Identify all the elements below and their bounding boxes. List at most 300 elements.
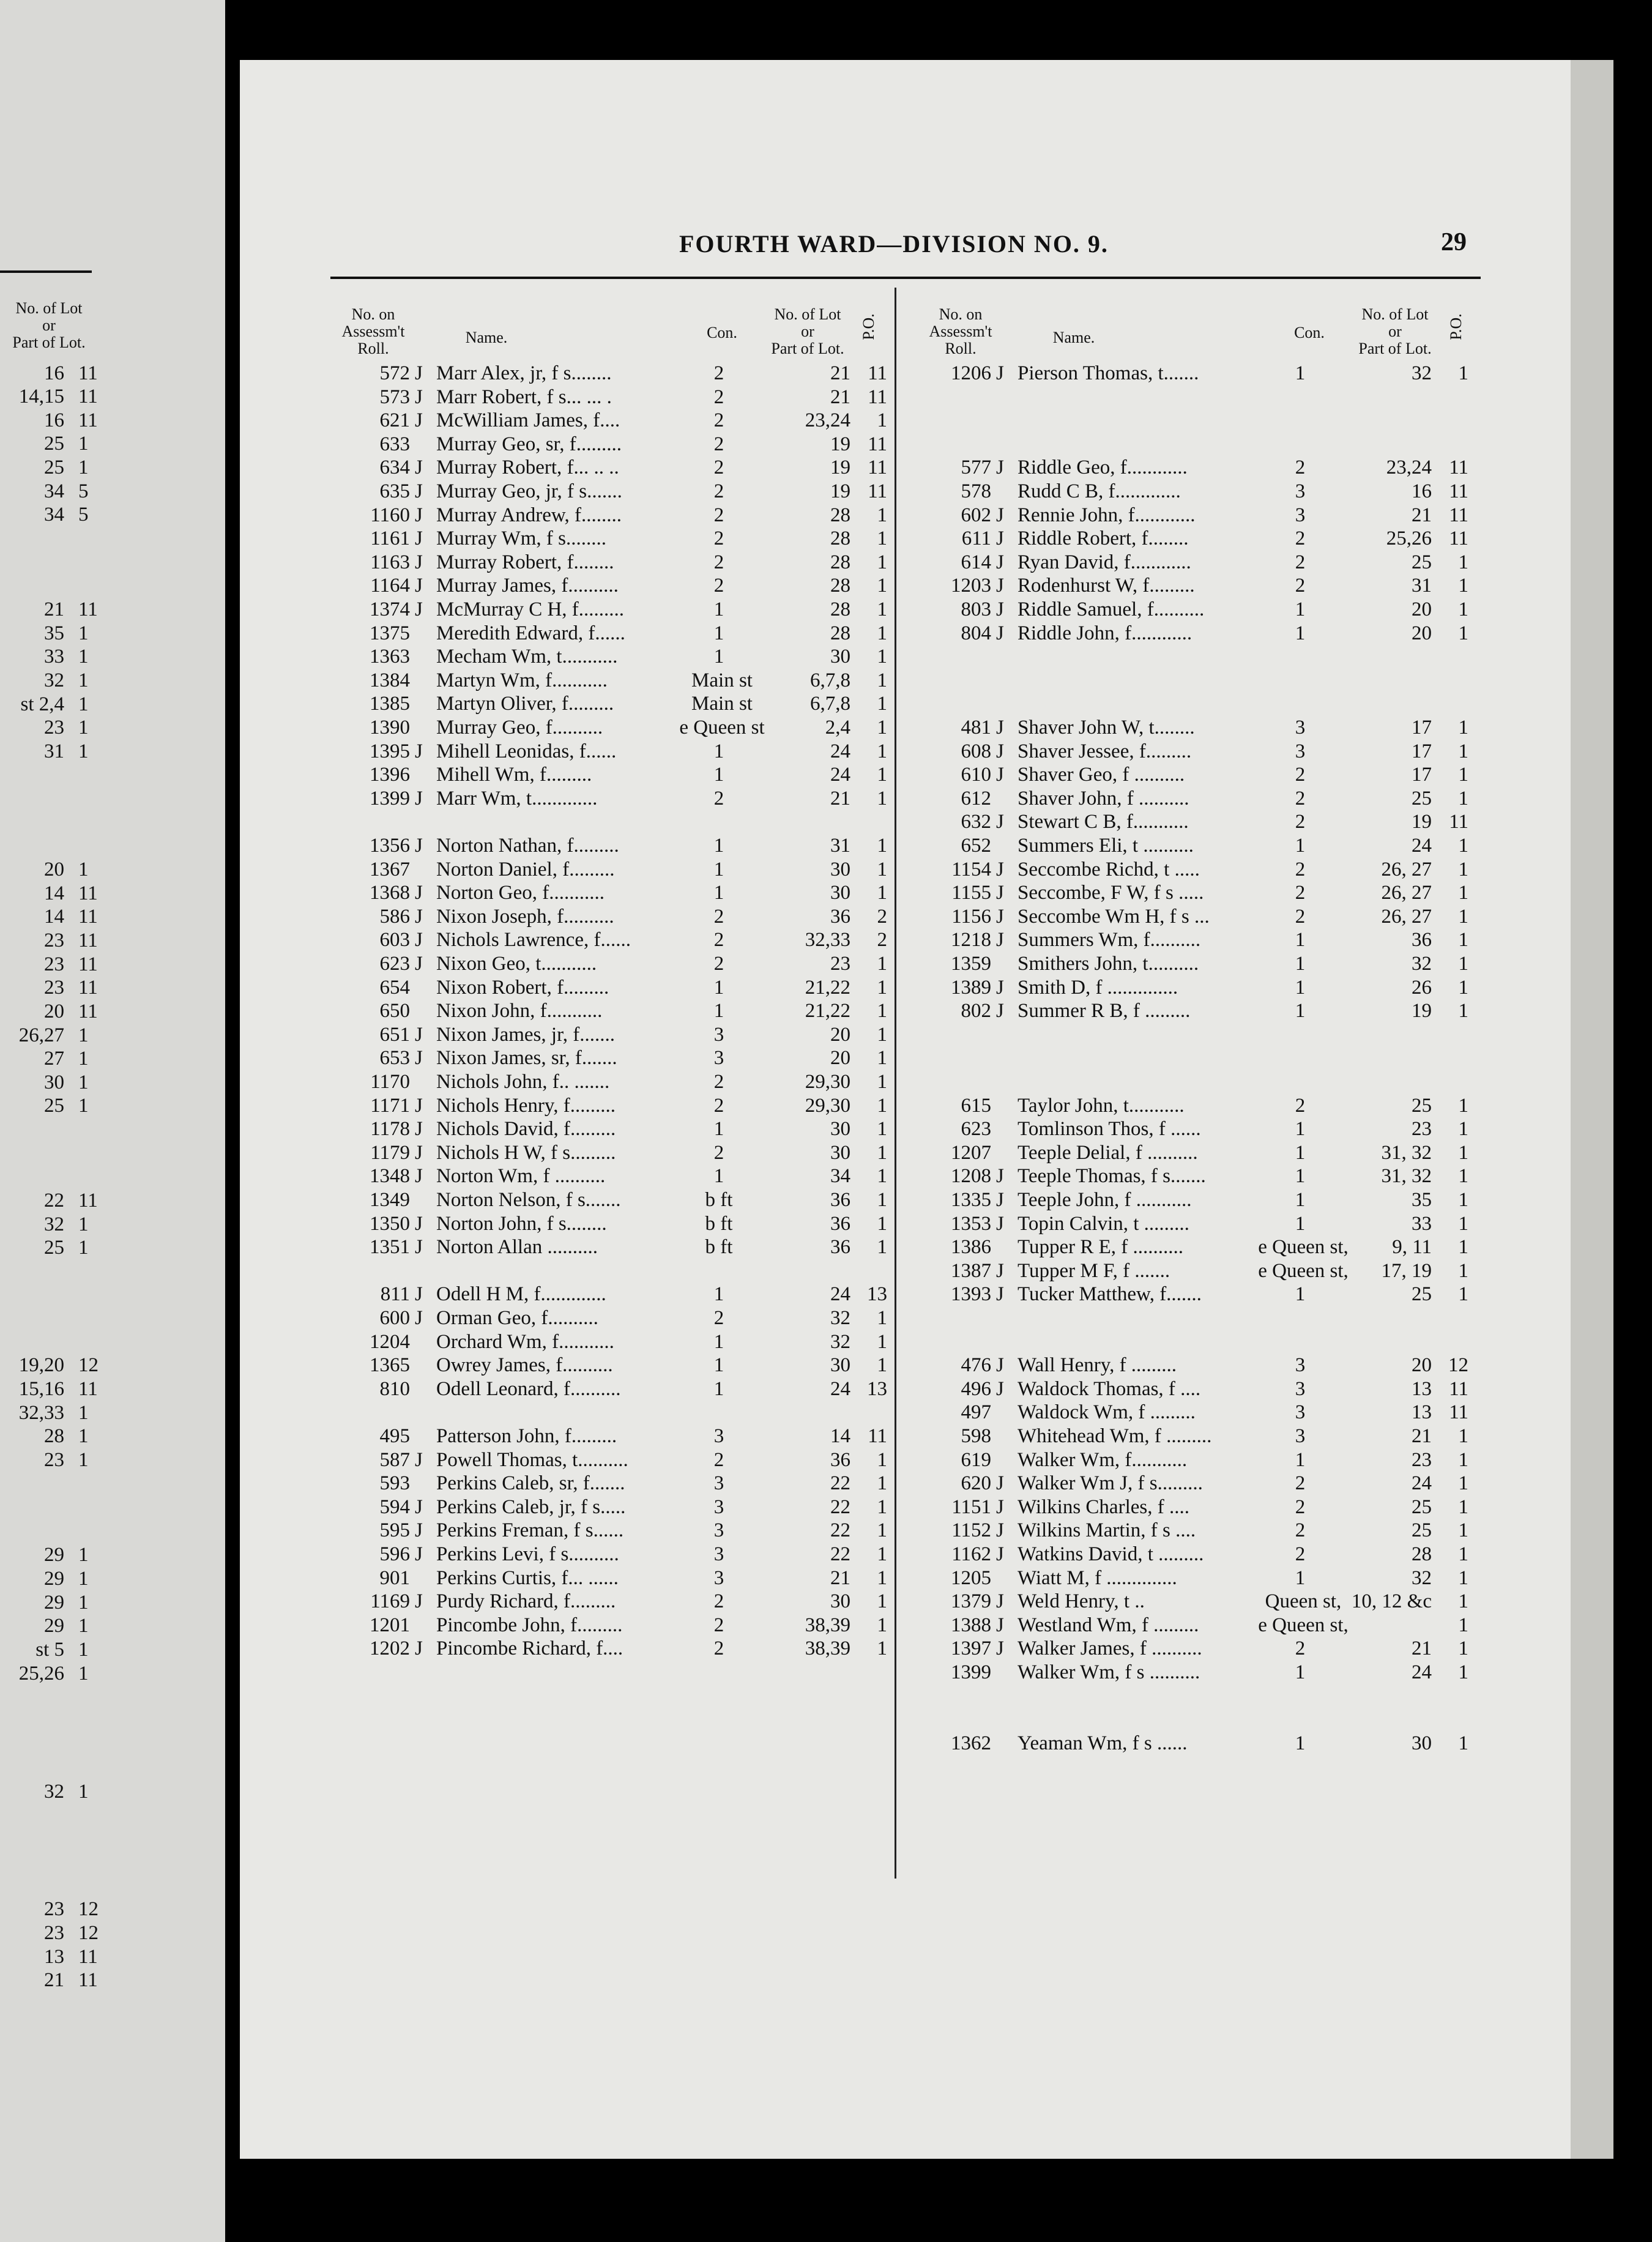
lot-header-line-2: or [42, 316, 56, 334]
cell-name: Perkins Curtis, f... ...... [436, 1566, 619, 1589]
cell-roll: 803 [961, 598, 991, 620]
cell-con: 1 [1295, 1448, 1306, 1471]
cell-name: Wilkins Martin, f s .... [1018, 1519, 1196, 1542]
cell-po: 1 [1458, 1661, 1468, 1683]
cell-po: 2 [877, 905, 887, 928]
cell-con: 3 [1295, 1425, 1306, 1447]
cell-name: Nichols Lawrence, f...... [436, 929, 631, 952]
cell-name: McWilliam James, f.... [436, 409, 620, 432]
cell-name: Mihell Wm, f......... [436, 764, 592, 786]
facing-lot: 33 [44, 646, 64, 668]
cell-con: 2 [713, 1448, 724, 1471]
cell-con: 2 [713, 787, 724, 810]
cell-lot: 25 [1412, 1519, 1432, 1542]
cell-j: J [415, 1047, 423, 1070]
cell-po: 11 [1449, 456, 1468, 479]
cell-name: Powell Thomas, t.......... [436, 1448, 628, 1471]
cell-name: Tupper R E, f .......... [1018, 1236, 1184, 1259]
cell-name: Topin Calvin, t ......... [1018, 1212, 1189, 1235]
lot-header-line-3: Part of Lot. [12, 333, 86, 351]
cell-con: 2 [713, 527, 724, 550]
cell-roll: 603 [379, 929, 410, 952]
cell-con: 3 [713, 1566, 724, 1589]
cell-con: 2 [713, 953, 724, 975]
ledger-row [330, 433, 893, 456]
cell-con: 2 [713, 1307, 724, 1329]
cell-po: 1 [877, 1543, 887, 1565]
facing-po: 12 [78, 1922, 99, 1944]
cell-po: 1 [877, 1330, 887, 1353]
cell-lot: 36 [830, 1212, 850, 1235]
facing-lot: 14 [44, 906, 64, 928]
facing-po: 1 [78, 669, 89, 691]
cell-po: 1 [877, 1071, 887, 1093]
cell-name: Whitehead Wm, f ......... [1018, 1425, 1212, 1447]
cell-name: Shaver John, f .......... [1018, 787, 1189, 810]
cell-con: 2 [1295, 787, 1306, 810]
cell-roll: 650 [379, 1000, 410, 1022]
page-edge [1571, 60, 1613, 2159]
cell-lot: 29,30 [805, 1071, 850, 1093]
cell-con: 1 [713, 740, 724, 762]
cell-name: Nixon James, sr, f....... [436, 1047, 617, 1070]
ledger-row [330, 575, 893, 598]
cell-j: J [415, 1448, 423, 1471]
facing-po: 11 [78, 1000, 98, 1022]
ledger-row [912, 504, 1475, 527]
cell-lot: 30 [830, 1118, 850, 1141]
cell-j: J [415, 835, 423, 857]
facing-page-row [0, 882, 104, 906]
cell-con: 2 [713, 409, 724, 432]
facing-lot: 22 [44, 1190, 64, 1212]
cell-roll: 602 [961, 504, 991, 526]
cell-j: J [415, 527, 423, 550]
cell-po: 11 [868, 385, 887, 408]
facing-po: 1 [78, 740, 89, 762]
cell-po: 1 [1458, 787, 1468, 810]
cell-po: 11 [868, 362, 887, 384]
ledger-row [912, 575, 1475, 598]
cell-name: Nixon Geo, t........... [436, 953, 597, 975]
cell-name: Nixon John, f........... [436, 1000, 603, 1022]
ledger-row [330, 717, 893, 740]
cell-lot: 25,26 [1386, 527, 1432, 550]
cell-roll: 654 [379, 976, 410, 999]
ledger-row [912, 764, 1475, 787]
facing-lot: 34 [44, 480, 64, 502]
cell-roll: 802 [961, 1000, 991, 1022]
page-title: FOURTH WARD—DIVISION NO. 9. [679, 230, 1109, 258]
cell-name: Walker Wm, f........... [1018, 1448, 1188, 1471]
cell-roll: 572 [379, 362, 410, 384]
cell-name: Norton Nelson, f s....... [436, 1189, 621, 1211]
cell-roll: 1205 [951, 1566, 991, 1589]
ledger-row [330, 1095, 893, 1118]
facing-po: 5 [78, 480, 89, 502]
facing-lot: 32 [44, 1213, 64, 1235]
cell-con: 2 [713, 905, 724, 928]
facing-page-row [0, 1354, 104, 1377]
facing-page-row [0, 669, 104, 693]
cell-roll: 594 [379, 1495, 410, 1518]
facing-po: 1 [78, 433, 89, 455]
cell-lot: 19 [1412, 811, 1432, 833]
cell-po: 1 [877, 953, 887, 975]
cell-con: 1 [713, 1330, 724, 1353]
cell-lot: 25 [1412, 1094, 1432, 1117]
cell-po: 1 [877, 1165, 887, 1188]
cell-roll: 578 [961, 480, 991, 502]
ledger-row [330, 1071, 893, 1094]
facing-page-row [0, 1237, 104, 1260]
cell-roll: 804 [961, 622, 991, 644]
cell-name: Shaver Geo, f .......... [1018, 764, 1185, 786]
cell-name: Rudd C B, f............. [1018, 480, 1181, 502]
facing-page-row [0, 717, 104, 740]
ledger-row [912, 1449, 1475, 1472]
cell-roll: 1385 [370, 693, 410, 715]
cell-po: 1 [877, 1495, 887, 1518]
cell-po: 1 [877, 1236, 887, 1259]
cell-name: Wilkins Charles, f .... [1018, 1495, 1189, 1518]
ledger-row [912, 480, 1475, 504]
ledger-row [912, 835, 1475, 858]
cell-po: 1 [877, 1118, 887, 1141]
cell-po: 1 [877, 598, 887, 620]
ledger-row [912, 1354, 1475, 1377]
cell-con: 1 [1295, 1000, 1306, 1022]
facing-po: 1 [78, 1095, 89, 1117]
cell-lot: 16 [1412, 480, 1432, 502]
cell-name: Perkins Caleb, jr, f s..... [436, 1495, 626, 1518]
facing-po: 11 [78, 409, 98, 431]
cell-j: J [415, 480, 423, 502]
cell-roll: 1154 [951, 858, 991, 881]
facing-page-row [0, 1946, 104, 1969]
cell-lot: 26 [1412, 976, 1432, 999]
cell-roll: 593 [379, 1472, 410, 1495]
cell-lot: 32 [1412, 1566, 1432, 1589]
cell-con: 1 [713, 646, 724, 668]
cell-po: 1 [1458, 1189, 1468, 1211]
cell-con: 2 [713, 575, 724, 597]
facing-lot: 23 [44, 977, 64, 999]
facing-page-row [0, 977, 104, 1000]
ledger-row [912, 1165, 1475, 1188]
cell-con: 1 [713, 835, 724, 857]
ledger-row [330, 1567, 893, 1590]
cell-con: 2 [713, 480, 724, 502]
cell-con: 3 [1295, 504, 1306, 526]
cell-roll: 651 [379, 1023, 410, 1046]
cell-j: J [415, 1094, 423, 1117]
cell-name: Pierson Thomas, t....... [1018, 362, 1199, 384]
facing-po: 1 [78, 1449, 89, 1471]
cell-con: 2 [1295, 764, 1306, 786]
cell-con: 2 [713, 551, 724, 573]
cell-lot: 38,39 [805, 1614, 850, 1636]
cell-lot: 25 [1412, 1495, 1432, 1518]
cell-con: 2 [1295, 456, 1306, 479]
cell-j: J [996, 504, 1004, 526]
cell-po: 1 [877, 1141, 887, 1164]
facing-page-lot-header [6, 300, 92, 351]
ledger-row [912, 1378, 1475, 1401]
cell-j: J [996, 1472, 1004, 1495]
cell-con: 1 [1295, 1566, 1306, 1589]
cell-po: 13 [867, 1283, 887, 1306]
cell-con: 2 [713, 1071, 724, 1093]
facing-lot: 25 [44, 433, 64, 455]
cell-lot: 23,24 [1386, 456, 1432, 479]
cell-roll: 1365 [370, 1354, 410, 1377]
facing-page-row [0, 1969, 104, 1992]
ledger-row [912, 882, 1475, 905]
column-divider [895, 288, 896, 1879]
cell-roll: 1390 [370, 717, 410, 739]
cell-po: 1 [1458, 622, 1468, 644]
facing-lot: 23 [44, 953, 64, 975]
ledger-row [330, 953, 893, 976]
facing-page-row [0, 598, 104, 622]
cell-roll: 497 [961, 1401, 991, 1424]
cell-con: 1 [1295, 1141, 1306, 1164]
cell-j: J [415, 575, 423, 597]
ledger-row [912, 1095, 1475, 1118]
cell-j: J [415, 1236, 423, 1259]
facing-page-row [0, 740, 104, 764]
cell-po: 1 [877, 787, 887, 810]
ledger-row [330, 1614, 893, 1637]
cell-po: 11 [1449, 480, 1468, 502]
facing-page-row [0, 456, 104, 480]
ledger-row [912, 622, 1475, 646]
facing-po: 1 [78, 693, 89, 715]
cell-lot: 20 [830, 1023, 850, 1046]
cell-lot: 19 [830, 480, 850, 502]
cell-po: 1 [1458, 905, 1468, 928]
facing-lot: 32 [44, 1781, 64, 1803]
ledger-row [330, 456, 893, 480]
ledger-row [912, 1425, 1475, 1448]
cell-lot: 14 [830, 1425, 850, 1447]
cell-name: Seccombe Wm H, f s ... [1018, 905, 1210, 928]
ledger-row [912, 929, 1475, 952]
ledger-row [330, 1118, 893, 1141]
facing-lot: 16 [44, 409, 64, 431]
cell-name: McMurray C H, f......... [436, 598, 625, 620]
facing-lot: 29 [44, 1615, 64, 1637]
cell-name: Rodenhurst W, f......... [1018, 575, 1195, 597]
cell-po: 1 [1458, 858, 1468, 881]
cell-con: 3 [1295, 1377, 1306, 1400]
ledger-row [912, 551, 1475, 575]
cell-lot: 38,39 [805, 1637, 850, 1660]
cell-po: 1 [1458, 1212, 1468, 1235]
cell-name: Teeple Delial, f .......... [1018, 1141, 1198, 1164]
cell-lot: 26, 27 [1381, 858, 1432, 881]
cell-name: Perkins Levi, f s.......... [436, 1543, 619, 1565]
ledger-row [912, 1590, 1475, 1614]
cell-roll: 496 [961, 1377, 991, 1400]
cell-con: 3 [1295, 717, 1306, 739]
cell-roll: 623 [379, 953, 410, 975]
cell-po: 1 [877, 1212, 887, 1235]
cell-name: Murray Geo, f.......... [436, 717, 603, 739]
cell-name: Tomlinson Thos, f ...... [1018, 1118, 1201, 1141]
ledger-row [330, 929, 893, 952]
cell-po: 11 [868, 1425, 887, 1447]
cell-po: 1 [877, 527, 887, 550]
cell-name: Martyn Oliver, f......... [436, 693, 614, 715]
cell-name: Smith D, f .............. [1018, 976, 1178, 999]
cell-po: 1 [877, 1047, 887, 1070]
cell-j: J [415, 1118, 423, 1141]
cell-roll: 1335 [951, 1189, 991, 1211]
cell-name: Tucker Matthew, f....... [1018, 1283, 1202, 1306]
cell-roll: 598 [961, 1425, 991, 1447]
header-lot-line: No. of Lot [774, 305, 841, 323]
cell-name: Orman Geo, f.......... [436, 1307, 598, 1329]
cell-roll: 1161 [370, 527, 410, 550]
cell-po: 2 [877, 929, 887, 952]
facing-lot: 29 [44, 1544, 64, 1566]
facing-lot: 25,26 [18, 1663, 64, 1685]
ledger-row [912, 1637, 1475, 1661]
cell-name: Summer R B, f ......... [1018, 1000, 1191, 1022]
cell-con: 2 [713, 362, 724, 384]
cell-po: 1 [1458, 1118, 1468, 1141]
cell-name: Riddle Geo, f............ [1018, 456, 1188, 479]
facing-po: 1 [78, 1213, 89, 1235]
cell-roll: 1384 [370, 669, 410, 691]
facing-po: 1 [78, 1425, 89, 1447]
cell-j: J [415, 456, 423, 479]
cell-lot: 25 [1412, 787, 1432, 810]
cell-name: Norton Nathan, f......... [436, 835, 619, 857]
cell-name: Wiatt M, f .............. [1018, 1566, 1177, 1589]
cell-roll: 1349 [370, 1189, 410, 1211]
cell-roll: 633 [379, 433, 410, 455]
cell-lot: 21 [830, 787, 850, 810]
cell-po: 1 [1458, 835, 1468, 857]
cell-po: 1 [1458, 598, 1468, 620]
cell-roll: 1202 [370, 1637, 410, 1660]
cell-po: 1 [1458, 929, 1468, 952]
facing-po: 1 [78, 1024, 89, 1046]
cell-name: Waldock Wm, f ......... [1018, 1401, 1196, 1424]
cell-j: J [996, 575, 1004, 597]
cell-po: 1 [877, 1307, 887, 1329]
cell-con: 3 [1295, 480, 1306, 502]
cell-lot: 19 [1412, 1000, 1432, 1022]
facing-lot: 23 [44, 929, 64, 952]
ledger-row [912, 1236, 1475, 1259]
cell-con: 2 [713, 1094, 724, 1117]
facing-lot: 14,15 [18, 385, 64, 408]
cell-roll: 621 [379, 409, 410, 432]
facing-po: 1 [78, 1048, 89, 1070]
cell-po: 12 [1448, 1354, 1468, 1377]
cell-j: J [996, 1543, 1004, 1565]
ledger-row [912, 598, 1475, 622]
facing-page-row [0, 1024, 104, 1048]
header-roll [327, 306, 419, 357]
cell-name: Norton Allan .......... [436, 1236, 598, 1259]
cell-roll: 1208 [951, 1165, 991, 1188]
cell-con: 2 [713, 929, 724, 952]
cell-name: Taylor John, t........... [1018, 1094, 1185, 1117]
facing-lot: 28 [44, 1425, 64, 1447]
cell-roll: 610 [961, 764, 991, 786]
ledger-row [330, 409, 893, 433]
ledger-row [330, 1236, 893, 1259]
cell-roll: 620 [961, 1472, 991, 1495]
cell-roll: 1362 [951, 1732, 991, 1754]
cell-lot: 21,22 [805, 976, 850, 999]
cell-lot: 36 [830, 905, 850, 928]
cell-name: Riddle John, f............ [1018, 622, 1192, 644]
cell-lot: 28 [830, 598, 850, 620]
cell-lot: 19 [830, 433, 850, 455]
cell-lot: 28 [830, 575, 850, 597]
cell-po: 1 [1458, 882, 1468, 904]
cell-po: 1 [1458, 1141, 1468, 1164]
cell-roll: 1399 [370, 787, 410, 810]
cell-po: 1 [1458, 1614, 1468, 1636]
cell-j: J [996, 929, 1004, 952]
cell-roll: 573 [379, 385, 410, 408]
cell-name: Nichols Henry, f......... [436, 1094, 616, 1117]
cell-con: 1 [713, 1283, 724, 1306]
cell-po: 11 [1449, 504, 1468, 526]
ledger-row [912, 740, 1475, 764]
cell-roll: 1348 [370, 1165, 410, 1188]
facing-lot: 25 [44, 1237, 64, 1259]
cell-po: 1 [1458, 1094, 1468, 1117]
cell-lot: 24 [830, 740, 850, 762]
cell-roll: 612 [961, 787, 991, 810]
cell-po: 1 [1458, 953, 1468, 975]
cell-roll: 1207 [951, 1141, 991, 1164]
ledger-row [330, 882, 893, 905]
ledger-row [330, 551, 893, 575]
cell-j: J [996, 1519, 1004, 1542]
cell-lot: 36 [830, 1448, 850, 1471]
cell-po: 1 [1458, 1283, 1468, 1306]
cell-lot: 22 [830, 1543, 850, 1565]
cell-j: J [415, 1283, 423, 1306]
cell-j: J [996, 551, 1004, 573]
cell-name: Norton Wm, f .......... [436, 1165, 606, 1188]
cell-roll: 1363 [370, 646, 410, 668]
cell-po: 11 [1449, 811, 1468, 833]
cell-name: Ryan David, f............ [1018, 551, 1191, 573]
facing-page-row [0, 433, 104, 456]
cell-lot: 20 [1412, 622, 1432, 644]
header-po: P.O. [860, 313, 877, 340]
ledger-row [912, 1496, 1475, 1519]
cell-name: Norton John, f s........ [436, 1212, 607, 1235]
facing-lot: 29 [44, 1568, 64, 1590]
cell-po: 1 [877, 1448, 887, 1471]
facing-page-row [0, 1568, 104, 1591]
cell-lot: 32 [830, 1307, 850, 1329]
facing-po: 5 [78, 504, 89, 526]
facing-po: 1 [78, 717, 89, 739]
ledger-row [330, 362, 893, 385]
